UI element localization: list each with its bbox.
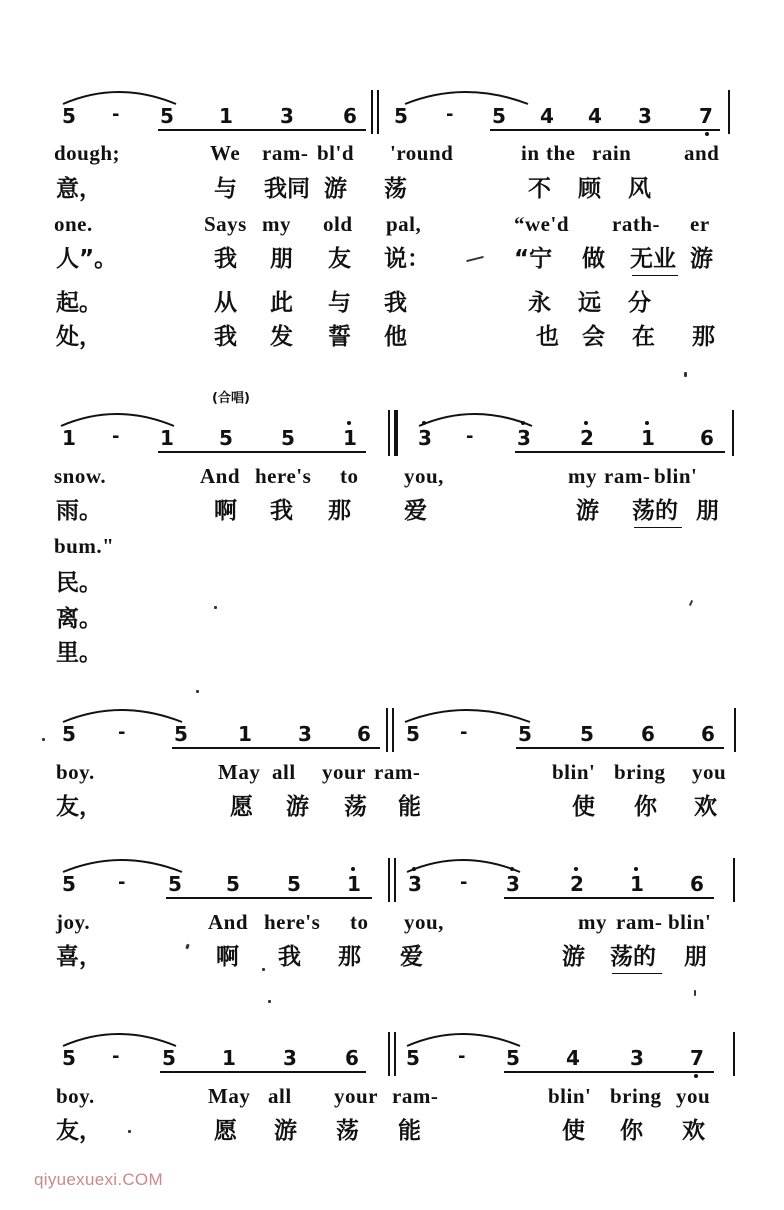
tie-slur bbox=[404, 852, 524, 874]
note: 1 bbox=[238, 722, 252, 746]
lyric-word: 游 bbox=[274, 1118, 297, 1144]
lyric-word: 能 bbox=[398, 794, 421, 820]
lyric-word: here's bbox=[264, 910, 321, 934]
lyric-word: 发 bbox=[270, 324, 293, 350]
lyric-word: 誓 bbox=[328, 324, 351, 350]
note: 5 bbox=[406, 722, 420, 746]
lyric-word: to bbox=[340, 464, 359, 488]
note: 6 bbox=[690, 872, 704, 896]
lyric-word: We bbox=[210, 141, 241, 165]
note-dash: - bbox=[458, 1046, 466, 1067]
lyric-word: 与 bbox=[328, 290, 351, 316]
high-octave-dot bbox=[412, 867, 416, 871]
underline-beam bbox=[158, 129, 366, 131]
scan-mark bbox=[466, 256, 484, 262]
lyric-word: you, bbox=[404, 910, 444, 934]
lyric-word: 朋 bbox=[696, 498, 719, 524]
text-underline bbox=[612, 973, 662, 974]
lyric-word: rain bbox=[592, 141, 632, 165]
lyric-word: you bbox=[676, 1084, 711, 1108]
underline-beam bbox=[172, 747, 380, 749]
lyric-word: 我 bbox=[214, 324, 237, 350]
lyric-word: 你 bbox=[634, 794, 657, 820]
tie-slur bbox=[402, 84, 532, 106]
lyric-word: 那 bbox=[692, 324, 715, 350]
lyric-word: blin' bbox=[654, 464, 698, 488]
lyric-word: you, bbox=[404, 464, 444, 488]
lyric-word: 离。 bbox=[56, 606, 102, 632]
high-octave-dot bbox=[574, 867, 578, 871]
underline-beam bbox=[516, 747, 724, 749]
tie-slur bbox=[58, 406, 178, 428]
lyric-word: boy. bbox=[56, 760, 95, 784]
tie-slur bbox=[60, 1026, 180, 1048]
lyric-word: 啊 bbox=[214, 498, 237, 524]
lyric-word: 雨。 bbox=[56, 498, 102, 524]
lyric-word: ram- bbox=[604, 464, 651, 488]
note: 5 bbox=[162, 1046, 176, 1070]
lyric-word: 朋 bbox=[684, 944, 707, 970]
note: 4 bbox=[540, 104, 554, 128]
lyric-word: 欢 bbox=[694, 794, 717, 820]
lyric-word: 荡的 bbox=[632, 498, 678, 524]
lyric-word: “宁 bbox=[514, 246, 553, 272]
note: 6 bbox=[345, 1046, 359, 1070]
lyric-word: 永 bbox=[528, 290, 551, 316]
scan-mark bbox=[42, 738, 45, 741]
lyric-word: here's bbox=[255, 464, 312, 488]
note: 3 bbox=[283, 1046, 297, 1070]
lyric-word: old bbox=[323, 212, 353, 236]
tie-slur bbox=[404, 1026, 524, 1048]
lyric-word: the bbox=[546, 141, 576, 165]
note: 1 bbox=[630, 872, 644, 896]
scan-mark bbox=[694, 990, 696, 996]
lyric-word: And bbox=[200, 464, 241, 488]
lyric-word: 也 bbox=[536, 324, 559, 350]
lyric-word: 做 bbox=[582, 246, 605, 272]
note: 5 bbox=[492, 104, 506, 128]
lyric-word: 我 bbox=[278, 944, 301, 970]
lyric-word: 使 bbox=[572, 794, 595, 820]
note: 3 bbox=[418, 426, 432, 450]
lyric-word: 友， bbox=[56, 794, 102, 820]
scan-mark bbox=[185, 944, 190, 950]
note: 1 bbox=[62, 426, 76, 450]
lyric-word: dough; bbox=[54, 141, 121, 165]
tie-slur bbox=[402, 702, 534, 724]
lyric-word: blin' bbox=[668, 910, 712, 934]
high-octave-dot bbox=[584, 421, 588, 425]
lyric-word: 起。 bbox=[56, 290, 102, 316]
note-dash: - bbox=[112, 104, 120, 125]
lyric-word: and bbox=[684, 141, 720, 165]
lyric-word: 意， bbox=[56, 176, 102, 202]
underline-beam bbox=[504, 1071, 714, 1073]
note: 3 bbox=[408, 872, 422, 896]
chorus-label: (合唱) bbox=[212, 391, 250, 406]
lyric-word: 分 bbox=[628, 290, 651, 316]
note: 5 bbox=[406, 1046, 420, 1070]
note-dash: - bbox=[112, 1046, 120, 1067]
note: 5 bbox=[62, 722, 76, 746]
lyric-word: 游 bbox=[690, 246, 713, 272]
lyric-word: bring bbox=[614, 760, 666, 784]
lyric-word: my bbox=[568, 464, 597, 488]
lyric-word: 愿 bbox=[214, 1118, 237, 1144]
scan-mark bbox=[684, 372, 687, 377]
lyric-word: boy. bbox=[56, 1084, 95, 1108]
final-barline bbox=[388, 410, 390, 456]
note: 6 bbox=[700, 426, 714, 450]
lyric-word: 喜， bbox=[56, 944, 102, 970]
lyric-word: all bbox=[268, 1084, 292, 1108]
lyric-word: 朋 bbox=[270, 246, 293, 272]
lyric-word: 在 bbox=[632, 324, 655, 350]
lyric-word: bring bbox=[610, 1084, 662, 1108]
lyric-word: 那 bbox=[328, 498, 351, 524]
lyric-word: ram- bbox=[262, 141, 309, 165]
high-octave-dot bbox=[645, 421, 649, 425]
lyric-word: 欢 bbox=[682, 1118, 705, 1144]
note: 7 bbox=[690, 1046, 704, 1070]
high-octave-dot bbox=[347, 421, 351, 425]
lyric-word: May bbox=[208, 1084, 251, 1108]
note: 3 bbox=[506, 872, 520, 896]
barline bbox=[377, 90, 379, 134]
note: 2 bbox=[580, 426, 594, 450]
lyric-word: you bbox=[692, 760, 727, 784]
lyric-word: 啊 bbox=[216, 944, 239, 970]
scan-mark bbox=[689, 600, 693, 606]
note: 3 bbox=[298, 722, 312, 746]
lyric-word: 风 bbox=[628, 176, 651, 202]
lyric-word: 友， bbox=[56, 1118, 102, 1144]
lyric-word: one. bbox=[54, 212, 93, 236]
lyric-word: 里。 bbox=[56, 640, 102, 666]
lyric-word: 顾 bbox=[578, 176, 601, 202]
site-watermark: qiyuexuexi.COM bbox=[34, 1170, 163, 1189]
note: 4 bbox=[588, 104, 602, 128]
lyric-word: to bbox=[350, 910, 369, 934]
tie-slur bbox=[60, 852, 186, 874]
lyric-word: 远 bbox=[578, 290, 601, 316]
lyric-word: 此 bbox=[270, 290, 293, 316]
barline bbox=[392, 708, 394, 752]
note: 6 bbox=[641, 722, 655, 746]
high-octave-dot bbox=[422, 421, 426, 425]
lyric-word: May bbox=[218, 760, 261, 784]
note: 5 bbox=[580, 722, 594, 746]
lyric-word: my bbox=[262, 212, 291, 236]
final-barline bbox=[394, 410, 398, 456]
note: 5 bbox=[394, 104, 408, 128]
note: 5 bbox=[174, 722, 188, 746]
note-dash: - bbox=[460, 722, 468, 743]
lyric-word: 与 bbox=[214, 176, 237, 202]
lyric-word: pal, bbox=[386, 212, 422, 236]
note: 1 bbox=[343, 426, 357, 450]
note: 1 bbox=[641, 426, 655, 450]
note: 5 bbox=[281, 426, 295, 450]
scan-mark bbox=[262, 968, 265, 971]
note: 6 bbox=[357, 722, 371, 746]
lyric-word: “we'd bbox=[514, 212, 569, 236]
lyric-word: joy. bbox=[56, 910, 91, 934]
note-dash: - bbox=[466, 426, 474, 447]
lyric-word: 爱 bbox=[404, 498, 427, 524]
lyric-word: 爱 bbox=[400, 944, 423, 970]
note: 3 bbox=[638, 104, 652, 128]
tie-slur bbox=[60, 702, 186, 724]
lyric-word: 游 bbox=[576, 498, 599, 524]
underline-beam bbox=[166, 897, 372, 899]
lyric-word: your bbox=[322, 760, 366, 784]
lyric-word: Says bbox=[204, 212, 247, 236]
scan-mark bbox=[268, 1000, 271, 1003]
note: 1 bbox=[219, 104, 233, 128]
tie-slur bbox=[60, 84, 180, 106]
note: 5 bbox=[506, 1046, 520, 1070]
high-octave-dot bbox=[351, 867, 355, 871]
barline bbox=[371, 90, 373, 134]
lyric-word: 无业 bbox=[630, 246, 676, 272]
lyric-word: blin' bbox=[552, 760, 596, 784]
lyric-word: 荡 bbox=[336, 1118, 359, 1144]
lyric-word: snow. bbox=[54, 464, 107, 488]
lyric-word: 能 bbox=[398, 1118, 421, 1144]
lyric-word: bl'd bbox=[317, 141, 355, 165]
lyric-word: And bbox=[208, 910, 249, 934]
lyric-word: rath- bbox=[612, 212, 660, 236]
note-dash: - bbox=[460, 872, 468, 893]
lyric-word: 我 bbox=[384, 290, 407, 316]
lyric-word: 愿 bbox=[230, 794, 253, 820]
underline-beam bbox=[490, 129, 720, 131]
lyric-word: 我同 bbox=[264, 176, 310, 202]
note: 5 bbox=[62, 1046, 76, 1070]
lyric-word: 那 bbox=[338, 944, 361, 970]
note: 5 bbox=[62, 872, 76, 896]
barline bbox=[733, 1032, 735, 1076]
note: 5 bbox=[518, 722, 532, 746]
text-underline bbox=[632, 275, 678, 276]
lyric-word: 不 bbox=[528, 176, 551, 202]
note: 5 bbox=[226, 872, 240, 896]
note-dash: - bbox=[118, 872, 126, 893]
barline bbox=[733, 858, 735, 902]
scan-mark bbox=[196, 690, 199, 693]
lyric-word: 'round bbox=[390, 141, 454, 165]
lyric-word: ram- bbox=[374, 760, 421, 784]
high-octave-dot bbox=[634, 867, 638, 871]
lyric-word: my bbox=[578, 910, 607, 934]
underline-beam bbox=[504, 897, 714, 899]
barline bbox=[386, 708, 388, 752]
note-dash: - bbox=[118, 722, 126, 743]
note: 1 bbox=[222, 1046, 236, 1070]
note-dash: - bbox=[112, 426, 120, 447]
lyric-word: 游 bbox=[324, 176, 347, 202]
scan-mark bbox=[128, 1130, 131, 1133]
note: 6 bbox=[343, 104, 357, 128]
barline bbox=[388, 858, 390, 902]
barline bbox=[388, 1032, 390, 1076]
lyric-word: 处， bbox=[56, 324, 102, 350]
lyric-word: er bbox=[690, 212, 710, 236]
lyric-word: 会 bbox=[582, 324, 605, 350]
note: 5 bbox=[168, 872, 182, 896]
lyric-word: blin' bbox=[548, 1084, 592, 1108]
barline bbox=[732, 410, 734, 456]
note: 4 bbox=[566, 1046, 580, 1070]
note: 1 bbox=[160, 426, 174, 450]
note-dash: - bbox=[446, 104, 454, 125]
lyric-word: 荡 bbox=[344, 794, 367, 820]
note: 3 bbox=[280, 104, 294, 128]
underline-beam bbox=[158, 451, 366, 453]
lyric-word: 我 bbox=[270, 498, 293, 524]
high-octave-dot bbox=[510, 867, 514, 871]
note: 5 bbox=[219, 426, 233, 450]
lyric-word: 游 bbox=[286, 794, 309, 820]
lyric-word: 我 bbox=[214, 246, 237, 272]
text-underline bbox=[634, 527, 682, 528]
barline bbox=[394, 858, 396, 902]
note: 5 bbox=[62, 104, 76, 128]
barline bbox=[728, 90, 730, 134]
lyric-word: in bbox=[521, 141, 540, 165]
scan-mark bbox=[214, 606, 217, 609]
lyric-word: bum." bbox=[54, 534, 115, 558]
note: 1 bbox=[347, 872, 361, 896]
lyric-word: all bbox=[272, 760, 296, 784]
lyric-word: 游 bbox=[562, 944, 585, 970]
underline-beam bbox=[515, 451, 725, 453]
lyric-word: 友 bbox=[328, 246, 351, 272]
lyric-word: ram- bbox=[392, 1084, 439, 1108]
note: 2 bbox=[570, 872, 584, 896]
lyric-word: ram- bbox=[616, 910, 663, 934]
lyric-word: 使 bbox=[562, 1118, 585, 1144]
barline bbox=[734, 708, 736, 752]
note: 5 bbox=[287, 872, 301, 896]
lyric-word: 你 bbox=[620, 1118, 643, 1144]
lyric-word: 人”。 bbox=[56, 246, 118, 272]
lyric-word: 荡 bbox=[384, 176, 407, 202]
barline bbox=[394, 1032, 396, 1076]
lyric-word: 从 bbox=[214, 290, 237, 316]
underline-beam bbox=[160, 1071, 366, 1073]
note: 3 bbox=[517, 426, 531, 450]
lyric-word: 他 bbox=[384, 324, 407, 350]
low-octave-dot bbox=[694, 1074, 698, 1078]
lyric-word: your bbox=[334, 1084, 378, 1108]
high-octave-dot bbox=[521, 421, 525, 425]
lyric-word: 民。 bbox=[56, 570, 102, 596]
lyric-word: 说： bbox=[384, 246, 430, 272]
note: 6 bbox=[701, 722, 715, 746]
note: 7 bbox=[699, 104, 713, 128]
tie-slur bbox=[416, 406, 536, 428]
note: 5 bbox=[160, 104, 174, 128]
low-octave-dot bbox=[705, 132, 709, 136]
note: 3 bbox=[630, 1046, 644, 1070]
lyric-word: 荡的 bbox=[610, 944, 656, 970]
